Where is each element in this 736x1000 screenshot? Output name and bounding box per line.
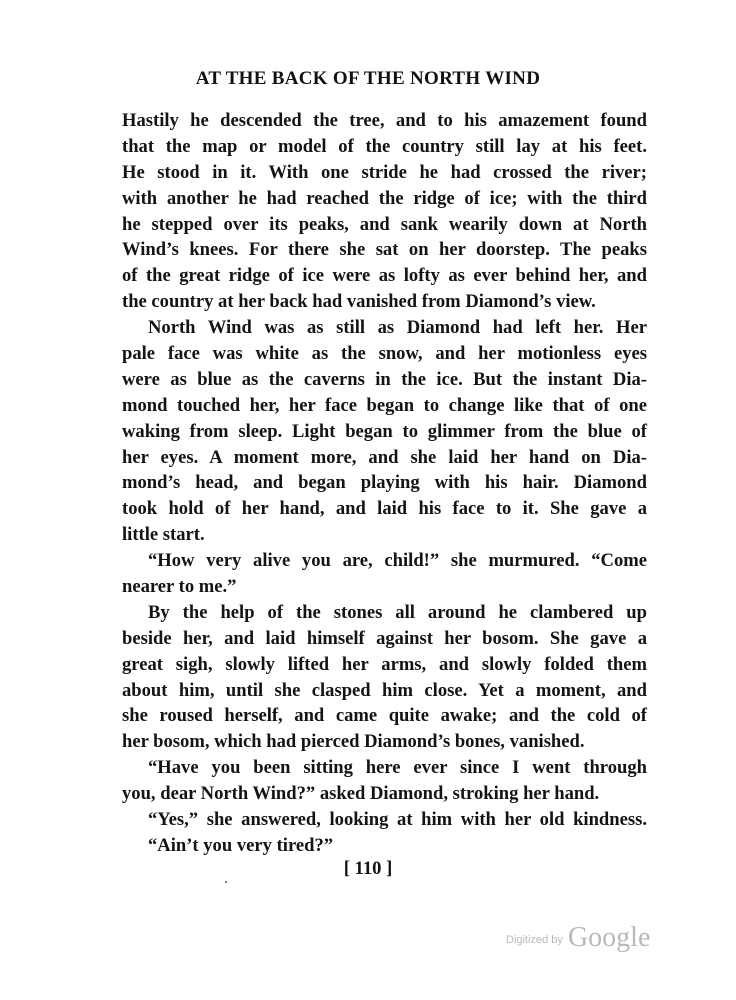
- text-line: the country at her back had vanished from Diamond’s view.: [122, 291, 596, 313]
- text-line: you, dear North Wind?” asked Diamond, stroking her hand.: [122, 783, 600, 805]
- text-line: “How very alive you are, child!” she murmured. “Come: [148, 550, 647, 572]
- print-speck: [225, 881, 227, 883]
- text-line: were as blue as the caverns in the ice. But the instant Dia-: [122, 368, 647, 390]
- text-line: nearer to me.”: [122, 576, 237, 598]
- google-logo: Google: [567, 922, 651, 953]
- text-line: he stepped over its peaks, and sank wearily down at North: [122, 213, 647, 235]
- text-line: He stood in it. With one stride he had crossed the river;: [122, 161, 647, 183]
- text-line: beside her, and laid himself against her bosom. She gave a: [122, 627, 647, 649]
- text-line: of the great ridge of ice were as lofty as ever behind her, and: [122, 265, 647, 287]
- text-line: great sigh, slowly lifted her arms, and slowly folded them: [122, 653, 647, 675]
- text-line: she roused herself, and came quite awake; and the cold of: [122, 705, 647, 727]
- page-number: [ 110 ]: [343, 858, 393, 879]
- running-head: AT THE BACK OF THE NORTH WIND: [195, 68, 541, 89]
- text-line: “Ain’t you very tired?”: [148, 834, 334, 856]
- watermark-prefix: Digitized by: [506, 934, 563, 946]
- digitized-watermark: [506, 922, 650, 954]
- text-line: Wind’s knees. For there she sat on her doorstep. The peaks: [122, 239, 647, 261]
- text-line: North Wind was as still as Diamond had left her. Her: [148, 317, 647, 339]
- text-line: Hastily he descended the tree, and to his amazement found: [122, 110, 647, 131]
- text-line: about him, until she clasped him close. Yet a moment, and: [122, 679, 647, 701]
- text-line: took hold of her hand, and laid his face to it. She gave a: [122, 498, 647, 520]
- text-line: little start.: [122, 524, 205, 546]
- body-text: [122, 108, 647, 859]
- text-line: her bosom, which had pierced Diamond’s bones, vanished.: [122, 731, 585, 753]
- text-line: pale face was white as the snow, and her motionless eyes: [122, 343, 647, 365]
- text-line: By the help of the stones all around he clambered up: [148, 601, 647, 623]
- text-line: “Have you been sitting here ever since I went through: [148, 757, 647, 779]
- text-line: with another he had reached the ridge of ice; with the third: [122, 187, 647, 209]
- text-line: mond touched her, her face began to change like that of one: [122, 394, 647, 416]
- text-line: mond’s head, and began playing with his hair. Diamond: [122, 472, 647, 494]
- text-line: her eyes. A moment more, and she laid her hand on Dia-: [122, 446, 647, 468]
- text-line: that the map or model of the country still lay at his feet.: [122, 135, 647, 157]
- text-line: waking from sleep. Light began to glimmer from the blue of: [122, 420, 647, 442]
- text-line: “Yes,” she answered, looking at him with her old kindness.: [148, 809, 647, 831]
